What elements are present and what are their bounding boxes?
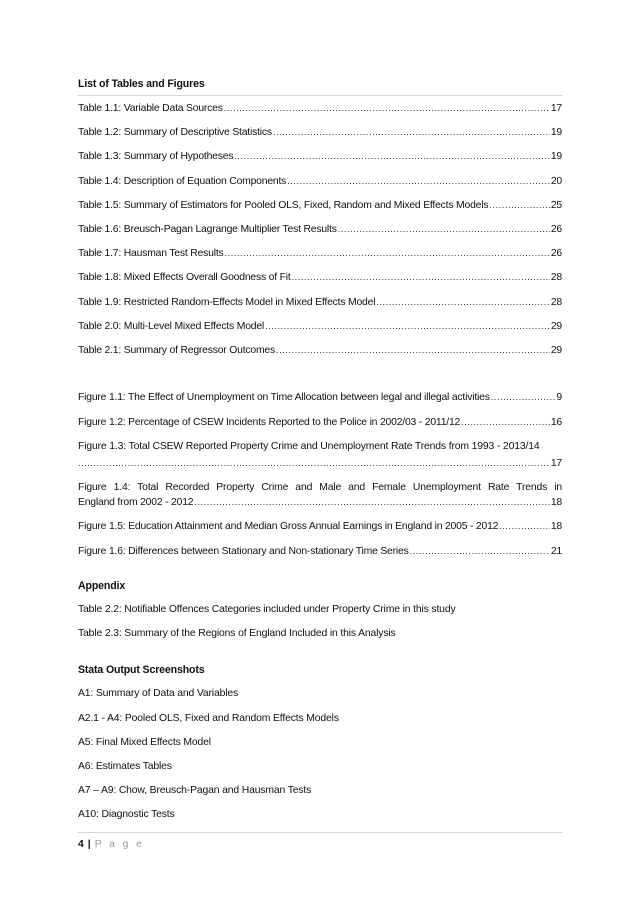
footer-rule (78, 832, 562, 833)
toc-table-1-5[interactable]: Table 1.5: Summary of Estimators for Pooled OLS, Fixed, Random and Mixed Effects Models ..... 25 (78, 200, 562, 214)
toc-table-1-3[interactable]: Table 1.3: Summary of Hypotheses ..... 19 (78, 151, 562, 165)
list-heading: List of Tables and Figures (78, 78, 205, 90)
appendix-item: Table 2.3: Summary of the Regions of England Included in this Analysis (78, 628, 396, 639)
appendix-heading: Appendix (78, 580, 126, 592)
toc-table-1-6[interactable]: Table 1.6: Breusch-Pagan Lagrange Multiplier Test Results ..... 26 (78, 224, 562, 238)
toc-table-1-9[interactable]: Table 1.9: Restricted Random-Effects Model in Mixed Effects Model ..... 28 (78, 297, 562, 311)
appendix-item: Table 2.2: Notifiable Offences Categories included under Property Crime in this study (78, 604, 456, 615)
toc-figure-1-2[interactable]: Figure 1.2: Percentage of CSEW Incidents Reported to the Police in 2002/03 - 2011/12 ..... 16 (78, 417, 562, 431)
toc-figure-1-4-leader[interactable]: England from 2002 - 2012 ..... 18 (78, 497, 562, 511)
toc-table-2-1[interactable]: Table 2.1: Summary of Regressor Outcomes ..... 29 (78, 345, 562, 359)
document-page (78, 0, 562, 903)
heading-rule (78, 95, 562, 96)
toc-table-1-8[interactable]: Table 1.8: Mixed Effects Overall Goodness of Fit ..... 28 (78, 272, 562, 286)
stata-item: A6: Estimates Tables (78, 761, 172, 772)
toc-table-1-1[interactable]: Table 1.1: Variable Data Sources ..... 17 (78, 103, 562, 117)
stata-item: A2.1 - A4: Pooled OLS, Fixed and Random Effects Models (78, 713, 339, 724)
toc-table-1-7[interactable]: Table 1.7: Hausman Test Results ..... 26 (78, 248, 562, 262)
toc-figure-1-3-leader[interactable]: ..... 17 (78, 458, 562, 472)
stata-item: A5: Final Mixed Effects Model (78, 737, 211, 748)
toc-table-1-2[interactable]: Table 1.2: Summary of Descriptive Statistics ..... 19 (78, 127, 562, 141)
toc-table-2-0[interactable]: Table 2.0: Multi-Level Mixed Effects Model ..... 29 (78, 321, 562, 335)
footer-separator: | (87, 839, 91, 850)
toc-figure-1-5[interactable]: Figure 1.5: Education Attainment and Median Gross Annual Earnings in England in 2005 - 2012 ..... 18 (78, 521, 562, 535)
toc-table-1-4[interactable]: Table 1.4: Description of Equation Components ..... 20 (78, 176, 562, 190)
page-number: 4 (78, 839, 84, 850)
page-footer (78, 839, 144, 850)
stata-item: A1: Summary of Data and Variables (78, 688, 239, 699)
toc-figure-1-1[interactable]: Figure 1.1: The Effect of Unemployment on Time Allocation between legal and illegal activities ..... 9 (78, 392, 562, 406)
stata-item: A10: Diagnostic Tests (78, 809, 175, 820)
toc-figure-1-4-title[interactable]: Figure 1.4: Total Recorded Property Crime and Male and Female Unemployment Rate Trends in (78, 482, 562, 493)
page-word: P a g e (94, 839, 145, 850)
toc-figure-1-3-title[interactable]: Figure 1.3: Total CSEW Reported Property Crime and Unemployment Rate Trends from 1993 - 2013/14 (78, 441, 540, 452)
stata-item: A7 – A9: Chow, Breusch-Pagan and Hausman Tests (78, 785, 312, 796)
toc-figure-1-6[interactable]: Figure 1.6: Differences between Stationary and Non-stationary Time Series ..... 21 (78, 546, 562, 560)
stata-heading: Stata Output Screenshots (78, 664, 205, 676)
